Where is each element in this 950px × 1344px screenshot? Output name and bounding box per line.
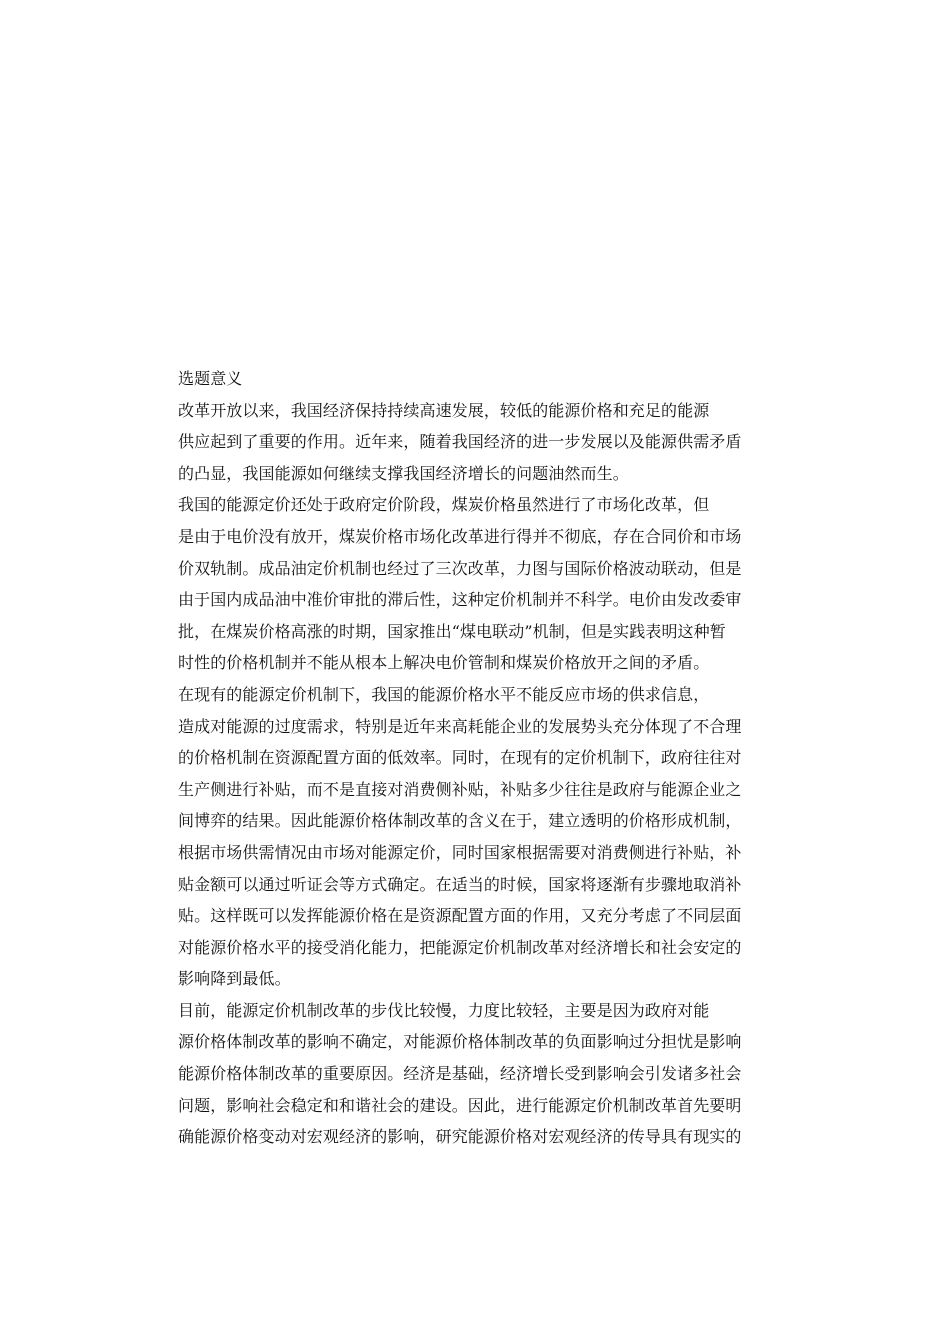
text-line: 能源价格体制改革的重要原因。经济是基础，经济增长受到影响会引发诸多社会 (178, 1064, 742, 1084)
text-line: 的凸显，我国能源如何继续支撑我国经济增长的问题油然而生。 (178, 463, 629, 483)
text-line: 造成对能源的过度需求，特别是近年来高耗能企业的发展势头充分体现了不合理 (178, 716, 742, 736)
text-line: 对能源价格水平的接受消化能力，把能源定价机制改革对经济增长和社会安定的 (178, 937, 742, 957)
text-line: 是由于电价没有放开，煤炭价格市场化改革进行得并不彻底，存在合同价和市场 (178, 526, 742, 546)
text-line: 根据市场供需情况由市场对能源定价，同时国家根据需要对消费侧进行补贴，补 (178, 842, 742, 862)
text-line: 供应起到了重要的作用。近年来，随着我国经济的进一步发展以及能源供需矛盾 (178, 432, 742, 452)
text-line: 批，在煤炭价格高涨的时期，国家推出“煤电联动”机制，但是实践表明这种暂 (178, 621, 726, 641)
text-line: 确能源价格变动对宏观经济的影响，研究能源价格对宏观经济的传导具有现实的 (178, 1127, 742, 1147)
text-line: 贴。这样既可以发挥能源价格在是资源配置方面的作用，又充分考虑了不同层面 (178, 906, 742, 926)
text-line: 生产侧进行补贴，而不是直接对消费侧补贴，补贴多少往往是政府与能源企业之 (178, 779, 742, 799)
text-line: 由于国内成品油中准价审批的滞后性，这种定价机制并不科学。电价由发改委审 (178, 590, 742, 610)
text-line: 贴金额可以通过听证会等方式确定。在适当的时候，国家将逐渐有步骤地取消补 (178, 874, 742, 894)
text-line: 影响降到最低。 (178, 969, 291, 989)
text-line: 源价格体制改革的影响不确定，对能源价格体制改革的负面影响过分担忧是影响 (178, 1032, 742, 1052)
text-line: 改革开放以来，我国经济保持持续高速发展，较低的能源价格和充足的能源 (178, 400, 710, 420)
text-line: 目前，能源定价机制改革的步伐比较慢，力度比较轻，主要是因为政府对能 (178, 1000, 710, 1020)
text-line: 我国的能源定价还处于政府定价阶段，煤炭价格虽然进行了市场化改革，但 (178, 495, 710, 515)
text-line: 在现有的能源定价机制下，我国的能源价格水平不能反应市场的供求信息， (178, 684, 710, 704)
section-heading: 选题意义 (178, 369, 243, 388)
text-line: 价双轨制。成品油定价机制也经过了三次改革，力图与国际价格波动联动，但是 (178, 558, 742, 578)
text-line: 问题，影响社会稳定和和谐社会的建设。因此，进行能源定价机制改革首先要明 (178, 1095, 742, 1115)
document-body (178, 363, 778, 1153)
text-line: 时性的价格机制并不能从根本上解决电价管制和煤炭价格放开之间的矛盾。 (178, 653, 710, 673)
text-line: 的价格机制在资源配置方面的低效率。同时，在现有的定价机制下，政府往往对 (178, 748, 742, 768)
text-line: 间博弈的结果。因此能源价格体制改革的含义在于，建立透明的价格形成机制， (178, 811, 742, 831)
